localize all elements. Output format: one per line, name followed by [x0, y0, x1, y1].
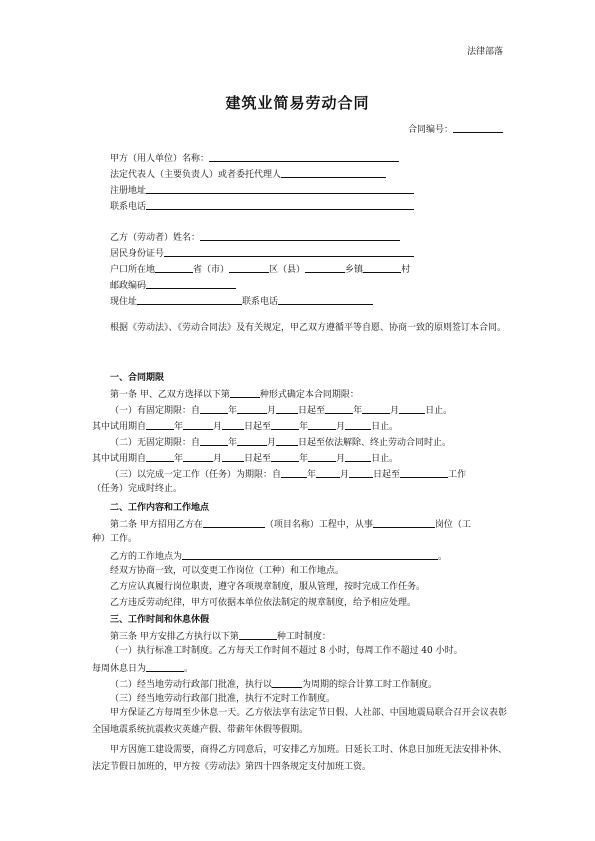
party-b-phone-blank[interactable]: [278, 294, 373, 305]
article-3: 第三条 甲方安排乙方执行以下第 种工时制度：: [110, 629, 331, 643]
party-b-id: 居民身份证号: [110, 246, 414, 260]
party-b-name: 乙方（劳动者）姓名：: [110, 230, 400, 244]
open-start-month-blank[interactable]: [237, 435, 267, 446]
open-trial-end-day-blank[interactable]: [345, 451, 371, 462]
fixed-end-year-blank[interactable]: [325, 403, 353, 414]
open-trial-line: 其中试用期自 年 月 日起至 年 月 日止。: [92, 451, 398, 465]
task-description-blank[interactable]: [400, 467, 448, 478]
party-a-address: 注册地址: [110, 183, 414, 197]
party-b-id-blank[interactable]: [164, 246, 414, 257]
section-3-heading: 三、工作时间和休息休假: [110, 615, 210, 625]
fixed-trial-line: 其中试用期自 年 月 日起至 年 月 日止。: [92, 419, 398, 433]
open-trial-start-year-blank[interactable]: [146, 451, 174, 462]
task-start-day-blank[interactable]: [349, 467, 373, 478]
work-place: 乙方的工作地点为 。: [110, 549, 447, 563]
open-start-year-blank[interactable]: [200, 435, 228, 446]
comprehensive-hours: （二）经当地劳动行政部门批准，执行以 为周期的综合计算工时工作制度。: [110, 677, 437, 691]
party-b-address-blank[interactable]: [137, 294, 242, 305]
fixed-trial-end-day-blank[interactable]: [345, 419, 371, 430]
position-blank[interactable]: [373, 517, 435, 528]
section-2-heading: 二、工作内容和工作地点: [110, 503, 210, 513]
party-b-postal: 邮政编码: [110, 278, 236, 292]
work-place-blank[interactable]: [182, 549, 438, 560]
open-start-day-blank[interactable]: [276, 435, 298, 446]
hukou-village-blank[interactable]: [363, 262, 401, 273]
weekly-rest-blank[interactable]: [146, 661, 184, 672]
document-title: 建筑业简易劳动合同: [225, 94, 370, 112]
fixed-end-month-blank[interactable]: [362, 403, 390, 414]
party-a-phone: 联系电话: [110, 199, 414, 213]
fixed-start-day-blank[interactable]: [276, 403, 298, 414]
open-term-line: （二）无固定期限：自 年 月 日起至依法解除、终止劳动合同时止。: [110, 435, 451, 449]
rest-paragraph: 甲方保证乙方每周至少休息一天。乙方依法享有法定节日假、人社部、中国地震局联合召开会议表彰全国地震系统抗震救灾英雄产假、带薪年休假等假期。: [92, 708, 507, 735]
fixed-trial-start-day-blank[interactable]: [222, 419, 244, 430]
irregular-hours: （三）经当地劳动行政部门批准，执行不定时工作制度。: [110, 694, 336, 704]
open-trial-start-day-blank[interactable]: [222, 451, 244, 462]
overtime-paragraph: 甲方因施工建设需要，商得乙方同意后，可安排乙方加班。日延长工时、休息日加班无法安排补休、法定节假日加班的，甲方按《劳动法》第四十四条规定支付加班工资。: [92, 745, 507, 772]
party-b-hukou: 户口所在地 省（市） 区（县） 乡镇 村: [110, 262, 410, 276]
fixed-trial-start-month-blank[interactable]: [183, 419, 213, 430]
section-2-p1: 经双方协商一致，可以变更工作岗位（工种）和工作地点。: [110, 566, 345, 576]
article-2: 第二条 甲方招用乙方在 （项目名称）工程中，从事 岗位（工: [110, 517, 471, 531]
party-b-name-blank[interactable]: [200, 230, 400, 241]
task-start-year-blank[interactable]: [281, 467, 307, 478]
standard-hours: （一）执行标准工时制度。乙方每天工作时间不超过 8 小时，每周工作不超过 40 小时。: [110, 646, 463, 656]
party-a-rep: 法定代表人（主要负责人）或者委托代理人: [110, 167, 386, 181]
open-trial-start-month-blank[interactable]: [183, 451, 213, 462]
hours-system-choice-blank[interactable]: [239, 629, 277, 640]
party-a-name: 甲方（用人单位）名称：: [110, 151, 399, 165]
task-term-line: （三）以完成一定工作（任务）为期限：自 年 月 日起至 工作: [110, 467, 466, 481]
party-b-address: 现住址 联系电话: [110, 294, 373, 308]
fixed-start-year-blank[interactable]: [200, 403, 228, 414]
article-1: 第一条 甲、乙双方选择以下第 种形式确定本合同期限：: [110, 387, 359, 401]
hukou-town-blank[interactable]: [305, 262, 345, 273]
fixed-trial-end-year-blank[interactable]: [271, 419, 299, 430]
intro-paragraph: 根据《劳动法》、《劳动合同法》及有关规定，甲乙双方遵循平等自愿、协商一致的原则签订本合同。: [110, 323, 507, 333]
project-name-blank[interactable]: [203, 517, 265, 528]
contract-number: 合同编号：: [408, 122, 503, 135]
hukou-district-blank[interactable]: [229, 262, 269, 273]
weekly-rest: 每周休息日为 。: [92, 661, 193, 675]
fixed-end-day-blank[interactable]: [399, 403, 425, 414]
hukou-province-blank[interactable]: [155, 262, 193, 273]
section-2-p3: 乙方违反劳动纪律，甲方可依据本单位依法制定的规章制度，给予相应处理。: [110, 598, 417, 608]
party-b-postal-blank[interactable]: [146, 278, 236, 289]
party-a-name-blank[interactable]: [209, 151, 399, 162]
fixed-term-line: （一）有固定期限：自 年 月 日起至 年 月 日止。: [110, 403, 452, 417]
task-start-month-blank[interactable]: [316, 467, 340, 478]
fixed-start-month-blank[interactable]: [237, 403, 267, 414]
header-tag: 法律部落: [466, 47, 503, 57]
contract-number-blank[interactable]: [453, 123, 503, 133]
party-a-rep-blank[interactable]: [281, 167, 386, 178]
cycle-blank[interactable]: [272, 677, 302, 688]
party-a-phone-blank[interactable]: [146, 199, 414, 210]
article-2-line-2: 种）工作。: [92, 534, 138, 544]
open-trial-end-month-blank[interactable]: [308, 451, 336, 462]
section-1-heading: 一、合同期限: [110, 373, 165, 383]
open-trial-end-year-blank[interactable]: [271, 451, 299, 462]
fixed-trial-end-month-blank[interactable]: [308, 419, 336, 430]
article-1-choice-blank[interactable]: [230, 387, 260, 398]
task-term-line-2: （任务）完成时终止。: [92, 484, 183, 494]
section-2-p2: 乙方应认真履行岗位职责，遵守各项规章制度，服从管理，按时完成工作任务。: [110, 582, 426, 592]
fixed-trial-start-year-blank[interactable]: [146, 419, 174, 430]
party-a-address-blank[interactable]: [146, 183, 414, 194]
